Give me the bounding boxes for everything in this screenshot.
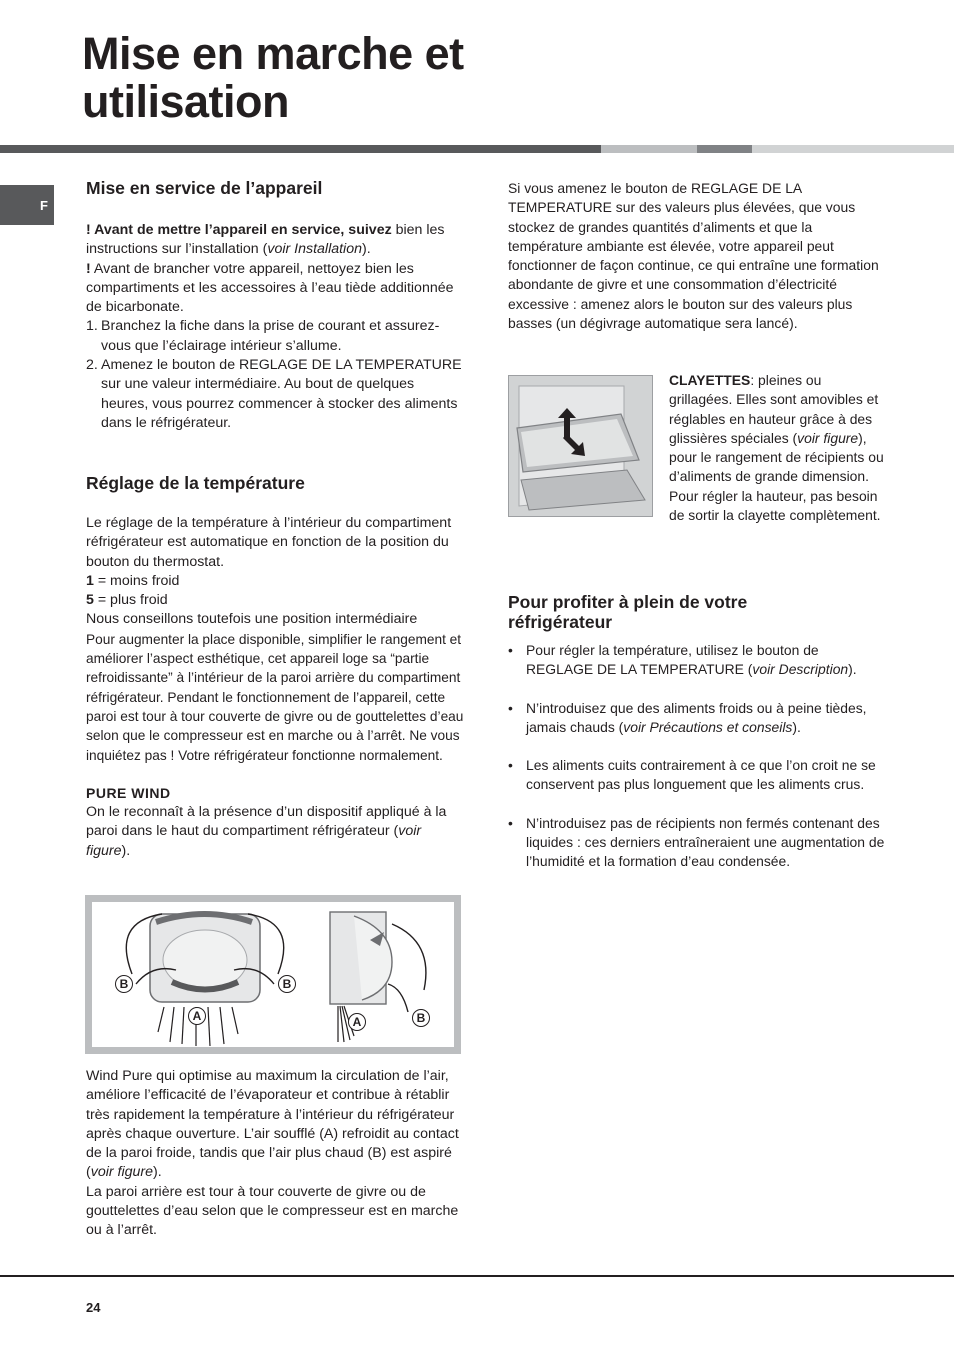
section-heading-profiter	[508, 592, 888, 632]
page-title	[82, 30, 464, 126]
text: N’introduisez que des aliments froids ou à peine tièdes, jamais chauds (	[526, 699, 867, 735]
text: : pleines ou grillagées. Elles sont amovibles et réglables en hauteur grâce à des glissières spéciales (	[669, 372, 879, 446]
page-title-line-1: Mise en marche et	[82, 28, 464, 79]
paragraph-avant-service	[86, 221, 464, 260]
list-item	[508, 641, 888, 680]
list-item	[86, 356, 464, 433]
shelf-illustration	[509, 376, 652, 516]
figure-label-a: A	[188, 1007, 206, 1025]
left-column-temperature	[86, 473, 464, 861]
bullet: •	[508, 642, 513, 658]
list-text: Branchez la fiche dans la prise de courant et assurez-vous que l’éclairage intérieur s’allume.	[101, 318, 440, 354]
section-heading-mise-en-service: Mise en service de l’appareil	[86, 178, 323, 198]
language-tab: F	[0, 185, 54, 225]
left-column-bottom	[86, 1067, 464, 1241]
cross-reference: voir Description	[752, 661, 849, 678]
bold-lead: CLAYETTES	[669, 372, 751, 388]
cross-reference: voir Précautions et conseils	[623, 718, 793, 735]
text: ).	[792, 718, 801, 735]
text: ).	[121, 842, 131, 859]
bullet: •	[508, 757, 513, 774]
figure-panel	[92, 902, 454, 1047]
right-column-top	[508, 179, 886, 333]
pure-wind-illustration	[92, 902, 454, 1047]
figure-label-b-right: B	[278, 975, 296, 993]
text: ).	[848, 661, 857, 678]
text: N’introduisez pas de récipients non fermés contenant des liquides : ces derniers entraîneraient une augmentation de l’humidité et la formation d’eau condensée.	[526, 814, 885, 870]
text: Avant de brancher votre appareil, nettoyez bien les compartiments et les accessoires à l’eau tiède additionnée de bicarbonate.	[86, 260, 454, 316]
bullet: •	[508, 699, 513, 716]
paragraph-paroi: Pour augmenter la place disponible, simplifier le rangement et améliorer l’aspect esthétique, cet appareil loge sa “partie refroidissante” à l’intérieur de la paroi arrière du compartiment réfrigérateur. Pendant le fonctionnement de l’appareil, cette paroi est tour à tour couverte de givre ou de gouttelettes d’eau selon que le compresseur est en marche ou à l’arrêt. Ne vous inquiétez pas ! Votre réfrigérateur fonctionne normalement.	[86, 631, 464, 763]
paragraph-valeurs-elevees: Si vous amenez le bouton de REGLAGE DE LA TEMPERATURE sur des valeurs plus élevées, que vous stockez de grandes quantités d’aliments et que la température ambiante est élevée, votre appareil peut fonctionner de façon continue, ce qui entraîne une formation abondante de givre et une consommation d’électricité excessive : amenez alors le bouton sur des valeurs plus basses (un dégivrage automatique sera lancé).	[508, 180, 879, 332]
footer-rule	[0, 1275, 954, 1277]
paragraph-paroi-arriere: La paroi arrière est tour à tour couverte de givre ou de gouttelettes d’eau selon que le compresseur est en marche ou à l’arrêt.	[86, 1183, 459, 1239]
shelf-figure	[508, 375, 653, 517]
setting-value: 5	[86, 592, 94, 609]
text: bien les instructions sur l’installation (	[86, 222, 445, 258]
setting-label: = plus froid	[93, 592, 168, 609]
warning-mark: !	[86, 260, 91, 277]
text: On le reconnaît à la présence d’un dispositif appliqué à la paroi dans le haut du compartiment réfrigérateur (	[86, 804, 447, 840]
list-item	[86, 317, 464, 356]
paragraph-nettoyage	[86, 260, 464, 318]
page-number: 24	[86, 1300, 101, 1315]
text: Les aliments cuits contrairement à ce que l’on croit ne se conservent pas plus longuement que les aliments crus.	[526, 757, 876, 793]
pure-wind-figure	[85, 895, 461, 1054]
right-column-tips	[508, 592, 888, 891]
list-number: 2.	[86, 357, 98, 374]
cross-reference: voir figure	[797, 429, 859, 446]
paragraph-conseil: Nous conseillons toutefois une position intermédiaire	[86, 611, 418, 628]
list-number: 1.	[86, 318, 98, 335]
steps-list	[86, 317, 464, 433]
cross-reference: voir Installation	[267, 241, 362, 258]
figure-label-b-side: B	[412, 1009, 430, 1027]
list-item	[508, 699, 888, 738]
cross-reference: voir figure	[90, 1164, 154, 1181]
list-item	[508, 756, 888, 795]
left-column	[86, 178, 464, 433]
cross-reference: voir figure	[86, 823, 422, 859]
text: ).	[362, 241, 371, 258]
bold-lead: ! Avant de mettre l’appareil en service, suivez	[86, 222, 392, 238]
setting-line-5	[86, 591, 464, 610]
heading-line: réfrigérateur	[508, 612, 613, 632]
page-title-line-2: utilisation	[82, 76, 289, 127]
clayettes-text	[669, 371, 887, 525]
paragraph-wind-pure	[86, 1067, 464, 1183]
setting-label: = moins froid	[93, 572, 180, 589]
text: Wind Pure qui optimise au maximum la circulation de l’air, améliore l’efficacité de l’évaporateur et contribue à rétablir très rapidement la température à l’intérieur du réfrigérateur après chaque ouverture. L’air soufflé (A) refroidit au contact de la paroi froide, tandis que l’air plus chaud (B) est aspiré (	[86, 1068, 459, 1181]
paragraph-pure-wind	[86, 803, 464, 861]
bullet: •	[508, 814, 513, 831]
paragraph-clayettes	[669, 371, 887, 525]
setting-line-1	[86, 572, 464, 591]
header-bar-dark	[0, 145, 601, 153]
text: ), pour le rangement de récipients ou d’aliments de grande dimension. Pour régler la hauteur, pas besoin de sortir la clayette complètement.	[669, 429, 884, 524]
header-bar	[0, 145, 954, 153]
header-bar-mid	[601, 145, 697, 153]
paragraph-reglage: Le réglage de la température à l’intérieur du compartiment réfrigérateur est automatique en fonction de la position du bouton du thermostat.	[86, 515, 452, 570]
header-bar-light	[752, 145, 954, 153]
figure-label-b-left: B	[115, 975, 133, 993]
list-text: Amenez le bouton de REGLAGE DE LA TEMPERATURE sur une valeur intermédiaire. Au bout de quelques heures, vous pourrez commencer à stocker des aliments dans le réfrigérateur.	[101, 357, 462, 431]
tips-list	[508, 641, 888, 872]
list-item	[508, 814, 888, 872]
figure-label-a-side: A	[348, 1013, 366, 1031]
section-heading-reglage: Réglage de la température	[86, 473, 305, 493]
text: Pour régler la température, utilisez le bouton de REGLAGE DE LA TEMPERATURE (	[526, 642, 819, 678]
setting-value: 1	[86, 572, 94, 589]
section-heading-pure-wind: PURE WIND	[86, 784, 171, 801]
header-bar-accent	[697, 145, 752, 153]
text: ).	[153, 1164, 162, 1181]
heading-line: Pour profiter à plein de votre	[508, 592, 748, 612]
